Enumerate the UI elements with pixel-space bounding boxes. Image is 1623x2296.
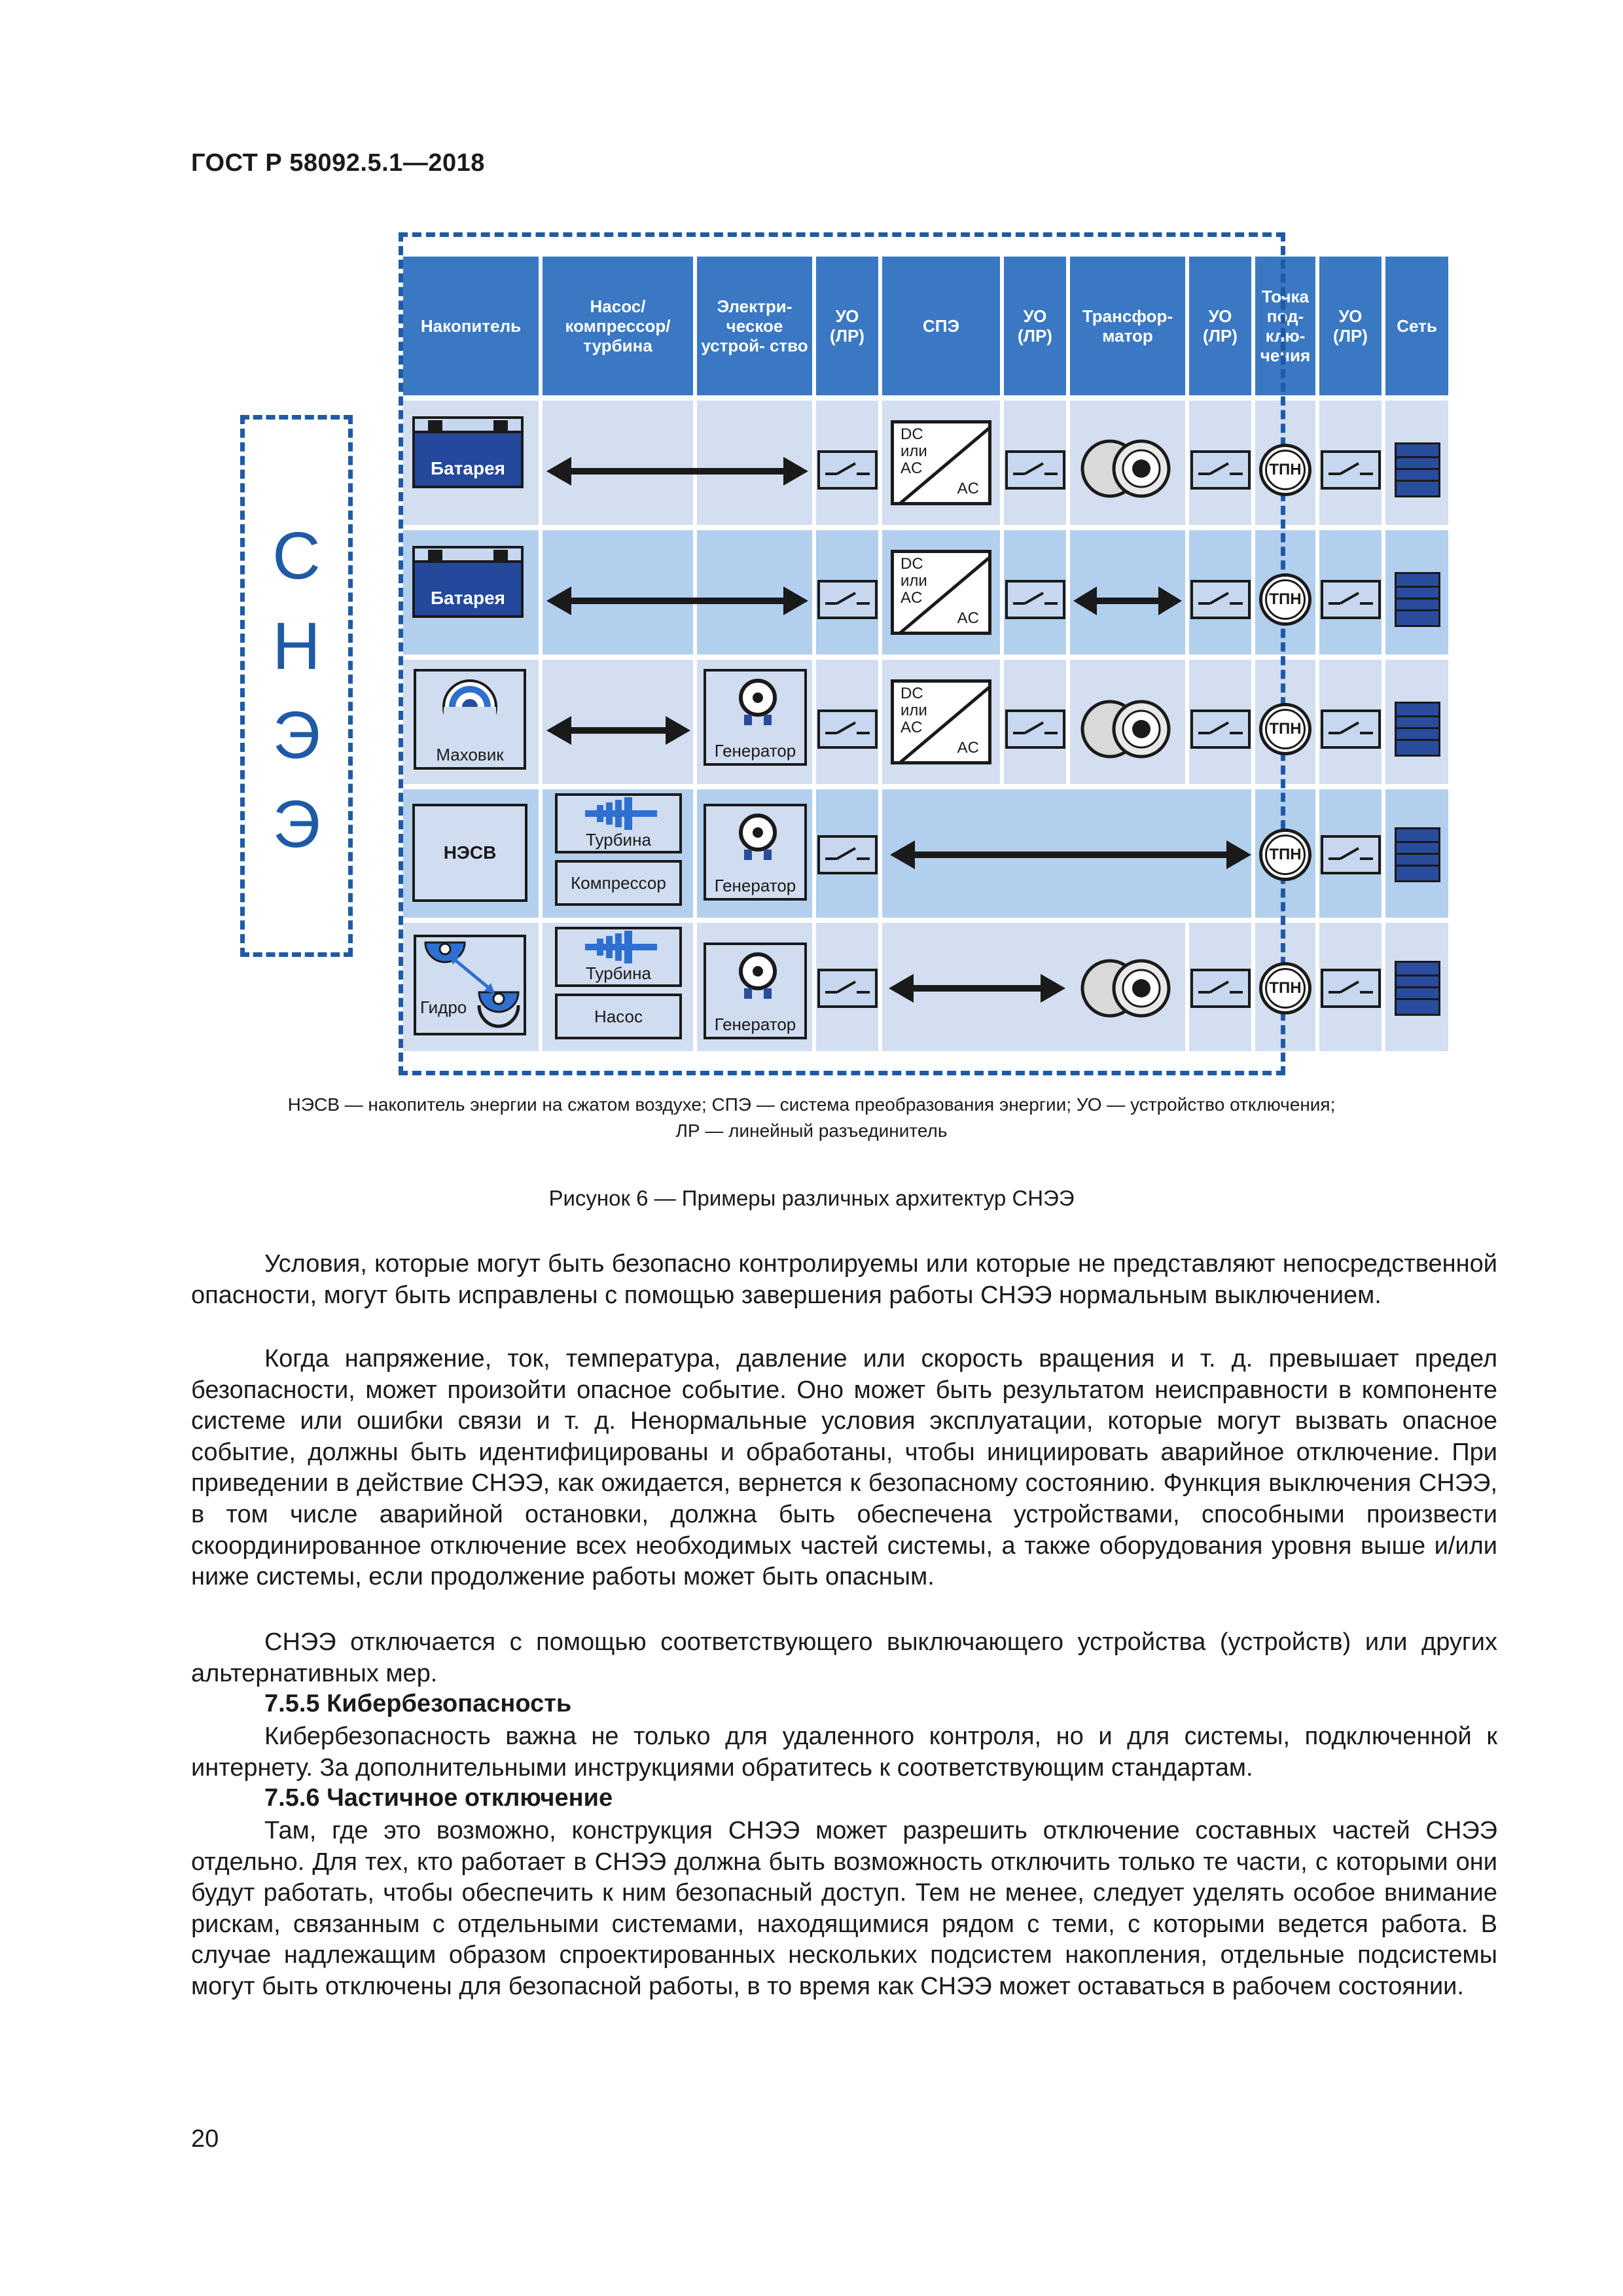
disconnector-switch-icon (817, 835, 878, 874)
disconnector-switch-icon (817, 450, 878, 490)
converter-output-label: AC (957, 609, 979, 627)
paragraph: Когда напряжение, ток, температура, давление или скорость вращения и т. д. превышает предел безопасности, может произойти опасное событие. Оно может быть результатом неисправности в компоненте системе или ошибки связи и т. д. Ненормальные условия эксплуатации, которые могут вызвать опасное событие, должны быть идентифицированы и обработаны, чтобы инициировать аварийное отключение. При приведении в действие СНЭЭ, как ожидается, вернется к безопасному состоянию. Функция выключения СНЭЭ, в том числе аварийной остановки, должна быть обеспечена устройствами, способными произвести скоординированное отключение всех необходимых частей системы, а также оборудования уровня выше и/или ниже системы, если продолжение работы может быть опасным. (191, 1345, 1497, 1591)
disconnector-switch-icon (1190, 709, 1251, 749)
side-letter: С (272, 518, 321, 593)
disconnector-switch-icon (1190, 450, 1251, 490)
converter-input-label: DC или AC (901, 685, 927, 736)
turbine-box (555, 927, 682, 987)
grid-icon (1395, 442, 1440, 497)
bidirectional-arrow-icon (890, 835, 1251, 874)
generator-label: Генератор (714, 876, 796, 895)
converter-input-label: DC или AC (901, 555, 927, 607)
snee-side-frame (240, 415, 353, 957)
paragraph: Кибербезопасность важна не только для удаленного контроля, но и для системы, подключенной к интернету. За дополнительными инструкциями обратитесь к соответствующим стандартам. (191, 1723, 1497, 1782)
bidirectional-arrow-icon (546, 452, 808, 491)
disconnector-switch-icon (1190, 580, 1251, 619)
generator-box (704, 669, 807, 766)
column-header-disconnector-1: УО (ЛР) (816, 257, 878, 395)
bidirectional-arrow-icon (546, 711, 690, 750)
hydro-label: Гидро (420, 997, 467, 1017)
disconnector-switch-icon (817, 580, 878, 619)
connection-point-label: ТПН (1269, 461, 1302, 478)
bidirectional-arrow-icon (1073, 581, 1182, 620)
turbine-label: Турбина (586, 830, 651, 850)
column-header-disconnector-2: УО (ЛР) (1004, 257, 1066, 395)
system-boundary-frame (399, 232, 1285, 1075)
connection-point-icon (1259, 444, 1311, 496)
compressor-box (555, 860, 682, 906)
flywheel-box (414, 669, 526, 770)
connection-point-label: ТПН (1269, 846, 1302, 863)
figure-legend-line-1: НЭСВ — накопитель энергии на сжатом воздухе; СПЭ — система преобразования энергии; УО — устройство отключения; (287, 1094, 1336, 1115)
generator-label: Генератор (714, 1014, 796, 1034)
power-converter-icon (891, 679, 991, 764)
compressor-label: Компрессор (571, 872, 666, 893)
power-converter-icon (891, 420, 991, 505)
disconnector-switch-icon (1321, 969, 1381, 1008)
grid-icon (1395, 827, 1440, 882)
section-heading: 7.5.5 Кибербезопасность (264, 1690, 572, 1717)
transformer-icon (1080, 698, 1171, 761)
column-header-pcs: СПЭ (882, 257, 1000, 395)
side-letter: Э (272, 787, 321, 861)
caes-box (412, 804, 527, 902)
paragraph: СНЭЭ отключается с помощью соответствующего выключающего устройства (устройств) или других альтернативных мер. (191, 1628, 1497, 1687)
connection-point-label: ТПН (1269, 720, 1302, 738)
disconnector-switch-icon (1005, 450, 1065, 490)
grid-icon (1395, 961, 1440, 1016)
generator-box (704, 942, 807, 1039)
power-converter-icon (891, 550, 991, 635)
disconnector-switch-icon (817, 709, 878, 749)
column-header-grid: Сеть (1385, 257, 1448, 395)
disconnector-switch-icon (1321, 709, 1381, 749)
disconnector-switch-icon (1005, 709, 1065, 749)
battery-label: Батарея (412, 431, 524, 488)
section-heading: 7.5.6 Частичное отключение (264, 1784, 613, 1812)
disconnector-switch-icon (1321, 450, 1381, 490)
column-header-pump: Насос/ компрессор/ турбина (543, 257, 693, 395)
turbine-label: Турбина (586, 963, 651, 983)
generator-label: Генератор (714, 741, 796, 761)
converter-output-label: AC (957, 739, 979, 757)
column-header-disconnector-4: УО (ЛР) (1319, 257, 1382, 395)
pump-box (555, 994, 682, 1039)
disconnector-switch-icon (1190, 969, 1251, 1008)
column-header-connection-point: Точка под- клю- чения (1255, 257, 1315, 395)
figure-legend-line-2: ЛР — линейный разъединитель (675, 1121, 948, 1141)
side-letter: Н (272, 609, 321, 683)
grid-icon (1395, 702, 1440, 757)
generator-icon (735, 812, 781, 864)
flywheel-icon (440, 677, 500, 737)
turbine-icon (585, 931, 657, 963)
generator-icon (735, 950, 781, 1003)
generator-icon (735, 677, 781, 729)
hydro-box (414, 935, 526, 1035)
column-header-storage: Накопитель (403, 257, 539, 395)
column-header-disconnector-3: УО (ЛР) (1189, 257, 1251, 395)
turbine-icon (585, 797, 657, 830)
figure-title: Рисунок 6 — Примеры различных архитектур СНЭЭ (548, 1186, 1075, 1210)
converter-output-label: AC (957, 480, 979, 497)
turbine-box (555, 793, 682, 853)
document-header: ГОСТ Р 58092.5.1—2018 (191, 149, 485, 177)
grid-icon (1395, 572, 1440, 627)
battery-icon (412, 416, 524, 488)
connection-point-label: ТПН (1269, 590, 1302, 608)
paragraph: Там, где это возможно, конструкция СНЭЭ может разрешить отключение составных частей СНЭЭ отдельно. Для тех, кто работает в СНЭЭ должна быть возможность отключить только те части, с которыми они будут работать, чтобы обеспечить к ним безопасный доступ. Тем не менее, следует уделять особое внимание рискам, связанным с отдельными системами, находящимися рядом с теми, с которыми ведется работа. В случае надлежащим образом спроектированных нескольких подсистем накопления, отдельные подсистемы могут быть отключены для безопасной работы, в то время как СНЭЭ может оставаться в рабочем состоянии. (191, 1817, 1497, 2000)
paragraph: Условия, которые могут быть безопасно контролируемы или которые не представляют непосредственной опасности, могут быть исправлены с помощью завершения работы СНЭЭ нормальным выключением. (191, 1250, 1497, 1309)
architecture-figure (0, 0, 1623, 1113)
transformer-icon (1080, 957, 1171, 1020)
battery-label: Батарея (412, 560, 524, 618)
column-header-transformer: Трансфор- матор (1070, 257, 1185, 395)
battery-icon (412, 546, 524, 618)
disconnector-switch-icon (817, 969, 878, 1008)
bidirectional-arrow-icon (889, 969, 1065, 1008)
connection-point-icon (1259, 962, 1311, 1014)
side-letter: Э (272, 698, 321, 772)
disconnector-switch-icon (1321, 580, 1381, 619)
generator-box (704, 804, 807, 901)
column-header-electric-device: Электри- ческое устрой- ство (697, 257, 812, 395)
transformer-icon (1080, 437, 1171, 500)
connection-point-icon (1259, 703, 1311, 755)
converter-input-label: DC или AC (901, 425, 927, 477)
page-number: 20 (191, 2125, 219, 2153)
flywheel-label: Маховик (436, 745, 504, 764)
connection-point-icon (1259, 573, 1311, 626)
bidirectional-arrow-icon (546, 581, 808, 620)
caes-label: НЭСВ (443, 842, 497, 863)
pump-label: Насос (594, 1006, 643, 1026)
connection-point-label: ТПН (1269, 979, 1302, 997)
hydro-reservoir-icon (416, 937, 529, 1038)
disconnector-switch-icon (1005, 580, 1065, 619)
connection-point-icon (1259, 829, 1311, 881)
disconnector-switch-icon (1321, 835, 1381, 874)
